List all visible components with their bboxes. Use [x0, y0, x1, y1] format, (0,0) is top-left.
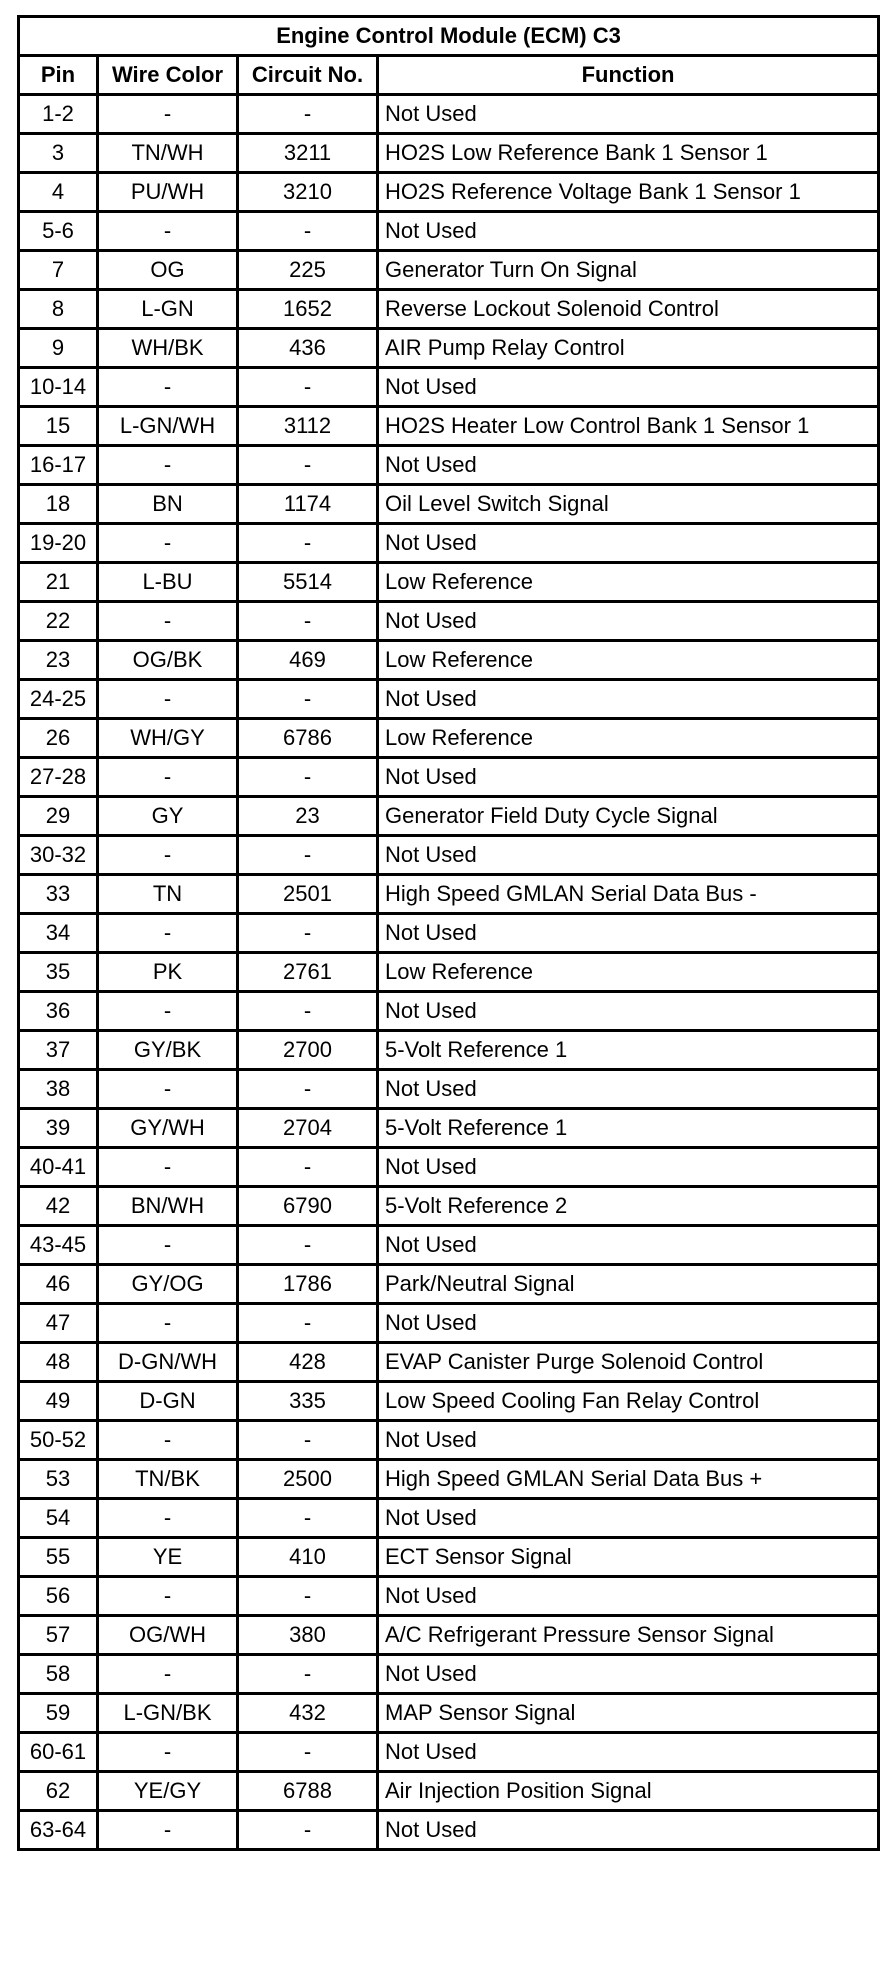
table-row — [19, 992, 879, 1031]
table-row — [19, 602, 879, 641]
wire-color-cell: WH/BK — [98, 329, 238, 368]
function-cell: Park/Neutral Signal — [378, 1265, 879, 1304]
wire-color-cell: - — [98, 1577, 238, 1616]
pin-cell: 49 — [19, 1382, 98, 1421]
table-row — [19, 914, 879, 953]
function-cell: Not Used — [378, 1577, 879, 1616]
function-cell: HO2S Reference Voltage Bank 1 Sensor 1 — [378, 173, 879, 212]
connector-pinout-table — [17, 15, 880, 1851]
pin-cell: 43-45 — [19, 1226, 98, 1265]
pin-cell: 22 — [19, 602, 98, 641]
function-cell: Low Reference — [378, 719, 879, 758]
circuit-number-column-header: Circuit No. — [238, 56, 378, 95]
pin-cell: 56 — [19, 1577, 98, 1616]
circuit-number-cell: - — [238, 1070, 378, 1109]
circuit-number-cell: 436 — [238, 329, 378, 368]
function-cell: Not Used — [378, 368, 879, 407]
table-row — [19, 251, 879, 290]
function-cell: Reverse Lockout Solenoid Control — [378, 290, 879, 329]
table-row — [19, 1070, 879, 1109]
circuit-number-cell: 2501 — [238, 875, 378, 914]
circuit-number-cell: - — [238, 1421, 378, 1460]
pin-cell: 60-61 — [19, 1733, 98, 1772]
circuit-number-cell: - — [238, 602, 378, 641]
table-row — [19, 446, 879, 485]
table-row — [19, 95, 879, 134]
function-cell: A/C Refrigerant Pressure Sensor Signal — [378, 1616, 879, 1655]
circuit-number-cell: 23 — [238, 797, 378, 836]
pin-cell: 36 — [19, 992, 98, 1031]
circuit-number-cell: - — [238, 992, 378, 1031]
function-cell: ECT Sensor Signal — [378, 1538, 879, 1577]
function-cell: 5-Volt Reference 2 — [378, 1187, 879, 1226]
table-row — [19, 368, 879, 407]
table-row — [19, 1031, 879, 1070]
table-row — [19, 1499, 879, 1538]
circuit-number-cell: - — [238, 1226, 378, 1265]
function-cell: Not Used — [378, 1226, 879, 1265]
function-cell: Not Used — [378, 1811, 879, 1850]
table-row — [19, 1148, 879, 1187]
wire-color-cell: L-BU — [98, 563, 238, 602]
wire-color-cell: - — [98, 1733, 238, 1772]
circuit-number-cell: - — [238, 1577, 378, 1616]
pin-cell: 35 — [19, 953, 98, 992]
wire-color-cell: YE/GY — [98, 1772, 238, 1811]
circuit-number-cell: 3210 — [238, 173, 378, 212]
wire-color-cell: GY/BK — [98, 1031, 238, 1070]
wire-color-cell: - — [98, 95, 238, 134]
pin-cell: 38 — [19, 1070, 98, 1109]
table-row — [19, 407, 879, 446]
table-row — [19, 1733, 879, 1772]
table-title: Engine Control Module (ECM) C3 — [19, 17, 879, 56]
wire-color-cell: - — [98, 1811, 238, 1850]
table-row — [19, 1265, 879, 1304]
wire-color-cell: BN — [98, 485, 238, 524]
table-row — [19, 290, 879, 329]
wire-color-cell: D-GN/WH — [98, 1343, 238, 1382]
table-row — [19, 524, 879, 563]
function-cell: Not Used — [378, 1421, 879, 1460]
pin-cell: 42 — [19, 1187, 98, 1226]
wire-color-cell: GY — [98, 797, 238, 836]
circuit-number-cell: 469 — [238, 641, 378, 680]
circuit-number-cell: 5514 — [238, 563, 378, 602]
wire-color-cell: - — [98, 524, 238, 563]
pin-cell: 46 — [19, 1265, 98, 1304]
function-cell: Not Used — [378, 1304, 879, 1343]
table-row — [19, 680, 879, 719]
function-cell: Not Used — [378, 602, 879, 641]
function-cell: MAP Sensor Signal — [378, 1694, 879, 1733]
circuit-number-cell: - — [238, 446, 378, 485]
circuit-number-cell: - — [238, 1655, 378, 1694]
pin-cell: 8 — [19, 290, 98, 329]
wire-color-cell: GY/WH — [98, 1109, 238, 1148]
pin-cell: 23 — [19, 641, 98, 680]
wire-color-cell: - — [98, 1499, 238, 1538]
function-cell: Low Speed Cooling Fan Relay Control — [378, 1382, 879, 1421]
wire-color-cell: - — [98, 368, 238, 407]
function-cell: Low Reference — [378, 641, 879, 680]
function-cell: Not Used — [378, 1733, 879, 1772]
table-row — [19, 485, 879, 524]
circuit-number-cell: 335 — [238, 1382, 378, 1421]
function-cell: Not Used — [378, 524, 879, 563]
table-row — [19, 329, 879, 368]
pin-cell: 5-6 — [19, 212, 98, 251]
wire-color-cell: - — [98, 1148, 238, 1187]
pin-cell: 40-41 — [19, 1148, 98, 1187]
table-row — [19, 1226, 879, 1265]
circuit-number-cell: - — [238, 1148, 378, 1187]
wire-color-column-header: Wire Color — [98, 56, 238, 95]
table-row — [19, 953, 879, 992]
pin-cell: 7 — [19, 251, 98, 290]
wire-color-cell: L-GN/BK — [98, 1694, 238, 1733]
table-row — [19, 875, 879, 914]
wire-color-cell: YE — [98, 1538, 238, 1577]
pin-cell: 39 — [19, 1109, 98, 1148]
pin-cell: 34 — [19, 914, 98, 953]
pin-cell: 21 — [19, 563, 98, 602]
function-cell: Not Used — [378, 992, 879, 1031]
wire-color-cell: L-GN — [98, 290, 238, 329]
function-cell: Air Injection Position Signal — [378, 1772, 879, 1811]
function-cell: AIR Pump Relay Control — [378, 329, 879, 368]
function-column-header: Function — [378, 56, 879, 95]
wire-color-cell: WH/GY — [98, 719, 238, 758]
circuit-number-cell: 410 — [238, 1538, 378, 1577]
pin-cell: 19-20 — [19, 524, 98, 563]
pin-cell: 16-17 — [19, 446, 98, 485]
table-row — [19, 719, 879, 758]
wire-color-cell: - — [98, 602, 238, 641]
circuit-number-cell: - — [238, 368, 378, 407]
wire-color-cell: - — [98, 914, 238, 953]
wire-color-cell: - — [98, 1304, 238, 1343]
table-row — [19, 1577, 879, 1616]
circuit-number-cell: 2700 — [238, 1031, 378, 1070]
function-cell: Not Used — [378, 446, 879, 485]
wire-color-cell: - — [98, 836, 238, 875]
pin-cell: 63-64 — [19, 1811, 98, 1850]
circuit-number-cell: 428 — [238, 1343, 378, 1382]
circuit-number-cell: 3211 — [238, 134, 378, 173]
circuit-number-cell: 2500 — [238, 1460, 378, 1499]
function-cell: HO2S Heater Low Control Bank 1 Sensor 1 — [378, 407, 879, 446]
wire-color-cell: PU/WH — [98, 173, 238, 212]
pin-cell: 9 — [19, 329, 98, 368]
function-cell: 5-Volt Reference 1 — [378, 1109, 879, 1148]
table-row — [19, 797, 879, 836]
title-row — [19, 17, 879, 56]
table-row — [19, 173, 879, 212]
function-cell: Low Reference — [378, 953, 879, 992]
wire-color-cell: L-GN/WH — [98, 407, 238, 446]
function-cell: Not Used — [378, 95, 879, 134]
table-row — [19, 641, 879, 680]
wire-color-cell: TN/WH — [98, 134, 238, 173]
circuit-number-cell: - — [238, 1733, 378, 1772]
table-row — [19, 1694, 879, 1733]
circuit-number-cell: 432 — [238, 1694, 378, 1733]
pin-cell: 53 — [19, 1460, 98, 1499]
wire-color-cell: - — [98, 758, 238, 797]
wire-color-cell: BN/WH — [98, 1187, 238, 1226]
function-cell: Not Used — [378, 1070, 879, 1109]
table-row — [19, 1109, 879, 1148]
table-row — [19, 134, 879, 173]
wire-color-cell: PK — [98, 953, 238, 992]
wire-color-cell: TN — [98, 875, 238, 914]
pin-cell: 57 — [19, 1616, 98, 1655]
circuit-number-cell: 380 — [238, 1616, 378, 1655]
pin-cell: 29 — [19, 797, 98, 836]
wire-color-cell: - — [98, 1226, 238, 1265]
pin-cell: 24-25 — [19, 680, 98, 719]
circuit-number-cell: - — [238, 758, 378, 797]
table-row — [19, 1811, 879, 1850]
circuit-number-cell: 1786 — [238, 1265, 378, 1304]
circuit-number-cell: 1174 — [238, 485, 378, 524]
pin-cell: 10-14 — [19, 368, 98, 407]
pin-cell: 58 — [19, 1655, 98, 1694]
wire-color-cell: TN/BK — [98, 1460, 238, 1499]
table-row — [19, 563, 879, 602]
pin-cell: 15 — [19, 407, 98, 446]
circuit-number-cell: - — [238, 1304, 378, 1343]
wire-color-cell: OG — [98, 251, 238, 290]
circuit-number-cell: 6790 — [238, 1187, 378, 1226]
pin-cell: 48 — [19, 1343, 98, 1382]
function-cell: 5-Volt Reference 1 — [378, 1031, 879, 1070]
table-row — [19, 836, 879, 875]
pin-cell: 54 — [19, 1499, 98, 1538]
circuit-number-cell: - — [238, 914, 378, 953]
header-row — [19, 56, 879, 95]
function-cell: Not Used — [378, 836, 879, 875]
table-row — [19, 1382, 879, 1421]
pin-cell: 33 — [19, 875, 98, 914]
pin-cell: 3 — [19, 134, 98, 173]
function-cell: Not Used — [378, 1148, 879, 1187]
pin-cell: 26 — [19, 719, 98, 758]
circuit-number-cell: 2761 — [238, 953, 378, 992]
wire-color-cell: - — [98, 680, 238, 719]
circuit-number-cell: - — [238, 95, 378, 134]
function-cell: Generator Field Duty Cycle Signal — [378, 797, 879, 836]
function-cell: Not Used — [378, 680, 879, 719]
table-row — [19, 1187, 879, 1226]
table-row — [19, 1538, 879, 1577]
table-row — [19, 1304, 879, 1343]
table-row — [19, 1343, 879, 1382]
table-row — [19, 758, 879, 797]
circuit-number-cell: 6786 — [238, 719, 378, 758]
function-cell: Oil Level Switch Signal — [378, 485, 879, 524]
circuit-number-cell: - — [238, 212, 378, 251]
function-cell: Not Used — [378, 1655, 879, 1694]
wire-color-cell: OG/BK — [98, 641, 238, 680]
pin-cell: 4 — [19, 173, 98, 212]
wire-color-cell: - — [98, 1421, 238, 1460]
function-cell: Not Used — [378, 1499, 879, 1538]
wire-color-cell: D-GN — [98, 1382, 238, 1421]
circuit-number-cell: 225 — [238, 251, 378, 290]
function-cell: HO2S Low Reference Bank 1 Sensor 1 — [378, 134, 879, 173]
table-row — [19, 1421, 879, 1460]
circuit-number-cell: 3112 — [238, 407, 378, 446]
table-row — [19, 1772, 879, 1811]
function-cell: High Speed GMLAN Serial Data Bus - — [378, 875, 879, 914]
circuit-number-cell: 1652 — [238, 290, 378, 329]
pin-cell: 47 — [19, 1304, 98, 1343]
table-row — [19, 1655, 879, 1694]
circuit-number-cell: - — [238, 680, 378, 719]
pin-cell: 59 — [19, 1694, 98, 1733]
wire-color-cell: - — [98, 446, 238, 485]
table-row — [19, 212, 879, 251]
function-cell: Low Reference — [378, 563, 879, 602]
circuit-number-cell: - — [238, 836, 378, 875]
pin-cell: 27-28 — [19, 758, 98, 797]
wire-color-cell: - — [98, 1655, 238, 1694]
pin-cell: 55 — [19, 1538, 98, 1577]
pin-cell: 37 — [19, 1031, 98, 1070]
function-cell: Not Used — [378, 914, 879, 953]
function-cell: EVAP Canister Purge Solenoid Control — [378, 1343, 879, 1382]
table-row — [19, 1616, 879, 1655]
pin-cell: 1-2 — [19, 95, 98, 134]
circuit-number-cell: 2704 — [238, 1109, 378, 1148]
pin-cell: 30-32 — [19, 836, 98, 875]
wire-color-cell: GY/OG — [98, 1265, 238, 1304]
wire-color-cell: OG/WH — [98, 1616, 238, 1655]
pin-cell: 62 — [19, 1772, 98, 1811]
function-cell: Not Used — [378, 212, 879, 251]
table-row — [19, 1460, 879, 1499]
pin-cell: 18 — [19, 485, 98, 524]
function-cell: Generator Turn On Signal — [378, 251, 879, 290]
pin-column-header: Pin — [19, 56, 98, 95]
circuit-number-cell: - — [238, 1811, 378, 1850]
wire-color-cell: - — [98, 992, 238, 1031]
circuit-number-cell: - — [238, 1499, 378, 1538]
wire-color-cell: - — [98, 212, 238, 251]
function-cell: High Speed GMLAN Serial Data Bus + — [378, 1460, 879, 1499]
pinout-rows — [19, 95, 879, 1850]
wire-color-cell: - — [98, 1070, 238, 1109]
pin-cell: 50-52 — [19, 1421, 98, 1460]
circuit-number-cell: - — [238, 524, 378, 563]
function-cell: Not Used — [378, 758, 879, 797]
circuit-number-cell: 6788 — [238, 1772, 378, 1811]
